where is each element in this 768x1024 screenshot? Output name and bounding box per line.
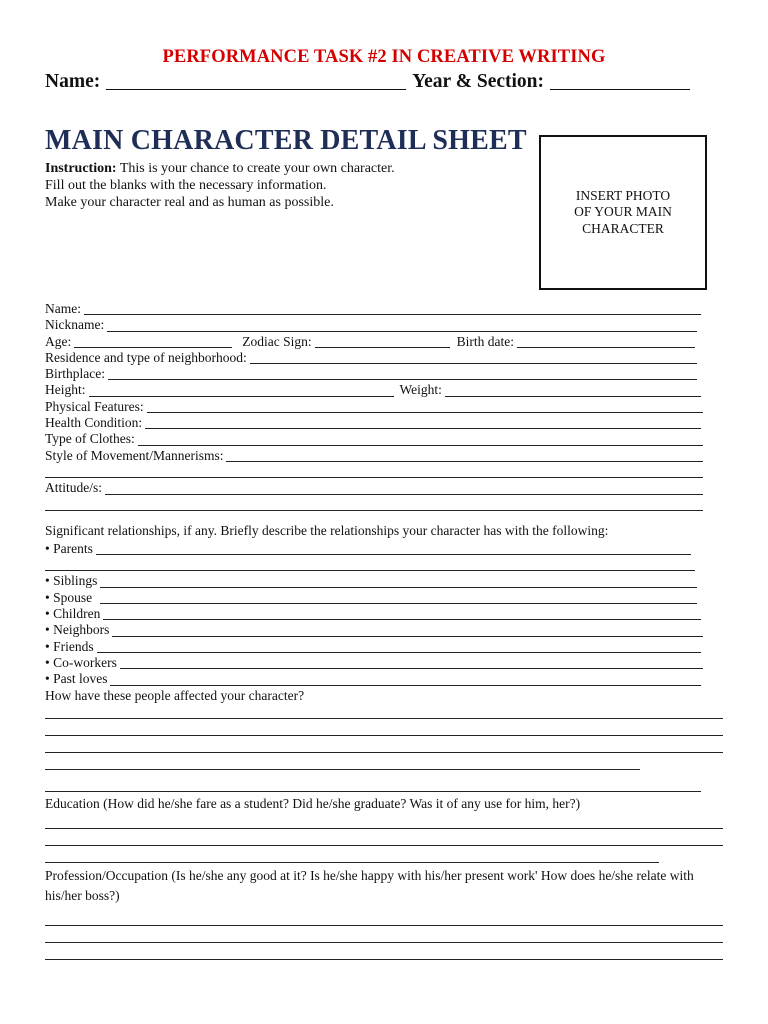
affected-answer-lines (45, 704, 725, 772)
field-zodiac-blank[interactable] (315, 335, 450, 348)
rel-friends-blank[interactable] (97, 640, 701, 653)
answer-line (45, 721, 725, 738)
answer-blank[interactable] (45, 706, 723, 719)
field-age-label: Age: (45, 333, 72, 349)
answer-line (45, 848, 725, 865)
rel-coworkers-blank[interactable] (120, 656, 703, 669)
answer-blank[interactable] (45, 930, 723, 943)
field-health-blank[interactable] (145, 416, 701, 429)
answer-line (45, 831, 725, 848)
field-health-label: Health Condition: (45, 415, 143, 431)
answer-blank[interactable] (45, 833, 723, 846)
rel-children-label: • Children (45, 606, 101, 622)
answer-line (45, 738, 725, 755)
rel-siblings-label: • Siblings (45, 573, 98, 589)
rel-past-loves-row (45, 671, 725, 687)
answer-line (45, 755, 725, 772)
rel-parents-row (45, 541, 725, 557)
rel-spouse-blank[interactable] (100, 591, 697, 604)
answer-blank[interactable] (45, 757, 640, 770)
field-attitude-extra-row (45, 497, 725, 513)
profession-question-row-2 (45, 887, 725, 905)
field-height-blank[interactable] (89, 384, 394, 397)
character-form (45, 301, 725, 962)
answer-line (45, 704, 725, 721)
profession-question-row (45, 865, 725, 887)
field-physical-row (45, 399, 725, 415)
field-weight-label: Weight: (399, 382, 442, 398)
rel-neighbors-row (45, 622, 725, 638)
rel-parents-blank[interactable] (96, 542, 691, 555)
field-name-label: Name: (45, 301, 81, 316)
answer-blank[interactable] (45, 740, 723, 753)
profession-answer-lines (45, 911, 725, 962)
instruction-line-2: Fill out the blanks with the necessary information. (45, 178, 327, 193)
education-top-blank[interactable] (45, 789, 701, 792)
rel-neighbors-label: • Neighbors (45, 622, 110, 638)
field-physical-blank[interactable] (147, 400, 703, 413)
education-question-row (45, 794, 725, 814)
sheet-title: MAIN CHARACTER DETAIL SHEET (45, 125, 527, 156)
rel-coworkers-row (45, 655, 725, 671)
field-birthplace-blank[interactable] (108, 367, 697, 380)
answer-line (45, 911, 725, 928)
field-movement-extra-blank[interactable] (45, 465, 703, 478)
affected-question-row (45, 688, 725, 704)
field-nickname-row (45, 317, 725, 333)
rel-children-blank[interactable] (103, 607, 701, 620)
field-nickname-blank[interactable] (107, 319, 697, 332)
student-name-blank[interactable] (106, 72, 406, 90)
field-attitude-extra-blank[interactable] (45, 498, 703, 511)
education-question: Education (How did he/she fare as a student? Did he/she graduate? Was it of any use for him, her?) (45, 796, 581, 812)
field-attitude-label: Attitude/s: (45, 480, 102, 496)
rel-coworkers-label: • Co-workers (45, 654, 117, 670)
rel-past-loves-label: • Past loves (45, 671, 108, 687)
profession-question-line-1: Profession/Occupation (Is he/she any good at it? Is he/she happy with his/her present work' How does he/she relate with (45, 868, 694, 884)
answer-blank[interactable] (45, 850, 659, 863)
education-answer-lines (45, 814, 725, 865)
field-residence-blank[interactable] (250, 351, 697, 364)
answer-line (45, 928, 725, 945)
field-birth-date-label: Birth date: (456, 333, 514, 349)
answer-blank[interactable] (45, 913, 723, 926)
profession-question-line-2: his/her boss?) (45, 888, 120, 904)
field-height-row (45, 382, 725, 398)
instruction-text: This is your chance to create your own character. (119, 161, 395, 176)
field-residence-row (45, 350, 725, 366)
relationships-intro-row (45, 521, 725, 541)
rel-spouse-row (45, 590, 725, 606)
student-info-line (45, 71, 705, 93)
field-physical-label: Physical Features: (45, 398, 144, 414)
field-zodiac-label: Zodiac Sign: (242, 333, 312, 349)
rel-parents-extra-blank[interactable] (45, 558, 695, 571)
student-name-label: Name: (45, 71, 101, 92)
photo-placeholder-box[interactable] (539, 135, 707, 290)
field-height-label: Height: (45, 382, 86, 398)
field-clothes-row (45, 431, 725, 447)
rel-parents-label: • Parents (45, 540, 93, 556)
field-movement-extra-row (45, 464, 725, 480)
field-clothes-blank[interactable] (138, 433, 703, 446)
field-birth-date-blank[interactable] (517, 335, 695, 348)
rel-friends-label: • Friends (45, 638, 94, 654)
answer-blank[interactable] (45, 947, 723, 960)
field-attitude-blank[interactable] (105, 482, 703, 495)
rel-parents-extra-row (45, 557, 725, 573)
field-health-row (45, 415, 725, 431)
answer-line (45, 945, 725, 962)
field-attitude-row (45, 480, 725, 496)
instruction-line-3: Make your character real and as human as possible. (45, 195, 334, 210)
field-weight-blank[interactable] (445, 384, 701, 397)
rel-neighbors-blank[interactable] (112, 624, 703, 637)
answer-blank[interactable] (45, 816, 723, 829)
field-birthplace-row (45, 366, 725, 382)
year-section-label: Year & Section: (412, 71, 545, 92)
field-movement-blank[interactable] (226, 449, 703, 462)
rel-children-row (45, 606, 725, 622)
year-section-blank[interactable] (550, 72, 690, 90)
field-residence-label: Residence and type of neighborhood: (45, 349, 247, 365)
field-movement-label: Style of Movement/Mannerisms: (45, 447, 224, 463)
field-nickname-label: Nickname: (45, 317, 105, 333)
field-age-row (45, 334, 725, 350)
instruction-label: Instruction: (45, 161, 117, 176)
field-age-blank[interactable] (74, 335, 232, 348)
field-birthplace-label: Birthplace: (45, 366, 105, 382)
answer-line (45, 814, 725, 831)
rel-spouse-label: • Spouse (45, 589, 93, 605)
rel-friends-row (45, 639, 725, 655)
rel-siblings-blank[interactable] (100, 575, 697, 588)
field-name-row (45, 301, 725, 317)
photo-placeholder-text: INSERT PHOTO OF YOUR MAIN CHARACTER (574, 187, 672, 236)
field-clothes-label: Type of Clothes: (45, 431, 135, 447)
field-name-blank[interactable] (84, 302, 701, 315)
instructions (45, 160, 515, 211)
rel-siblings-row (45, 573, 725, 589)
task-title: PERFORMANCE TASK #2 IN CREATIVE WRITING (162, 47, 606, 67)
relationships-intro: Significant relationships, if any. Briefly describe the relationships your character has with the following: (45, 522, 609, 538)
answer-blank[interactable] (45, 723, 723, 736)
field-movement-row (45, 448, 725, 464)
rel-past-loves-blank[interactable] (110, 673, 701, 686)
affected-question: How have these people affected your character? (45, 687, 305, 703)
